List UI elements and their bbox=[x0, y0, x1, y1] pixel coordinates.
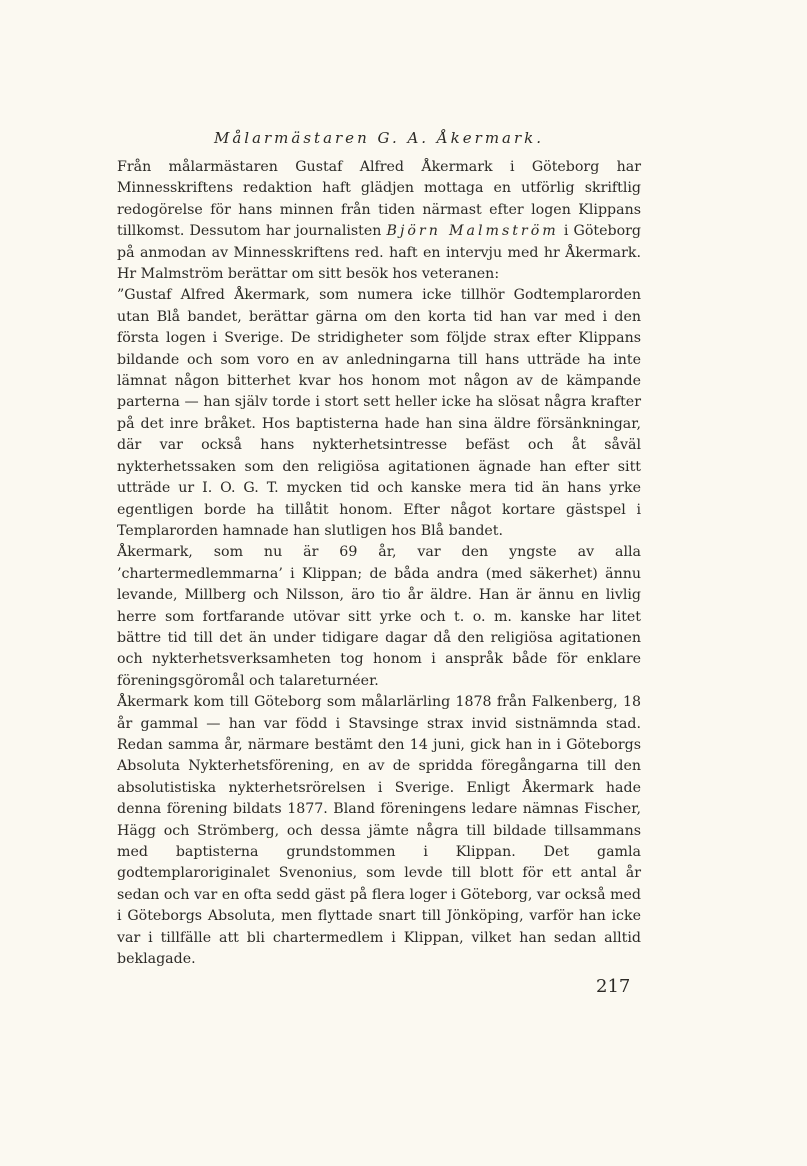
paragraph-1-part-1: Från målarmästaren Gustaf Alfred Åkermark i Göteborg har Minnesskriftens redaktion haft glädjen mottaga en utförlig skriftlig redogörelse för hans minnen från tiden närmast efter logen Klippans tillkomst. Dessutom har journalisten bbox=[117, 159, 641, 240]
article-body bbox=[117, 128, 641, 970]
paragraph-3: Åkermark, som nu är 69 år, var den yngste av alla ’chartermedlemmarna’ i Klippan; de båda andra (med säkerhet) ännu levande, Millberg och Nilsson, äro tio år äldre. Han är ännu en livlig herre som fortfarande utövar sitt yrke och t. o. m. kanske har litet bättre tid till det än under tidigare dagar då den religiösa agitationen och nykterhetsverksamheten tog honom i anspråk både för enklare föreningsgöromål och talareturnéer. bbox=[117, 544, 641, 689]
journalist-name: Björn Malmström bbox=[386, 223, 559, 240]
paragraph-1 bbox=[117, 157, 641, 285]
page-number: 217 bbox=[596, 976, 631, 997]
paragraph-4: Åkermark kom till Göteborg som målarlärling 1878 från Falkenberg, 18 år gammal — han var född i Stavsinge strax invid sistnämnda stad. Redan samma år, närmare bestämt den 14 juni, gick han in i Göteborgs Absoluta Nykterhetsförening, en av de spridda föregångarna till den absolutistiska nykterhetsrörelsen i Sverige. Enligt Åkermark hade denna förening bildats 1877. Bland föreningens ledare nämnas Fischer, Hägg och Strömberg, och dessa jämte några till bildade tillsammans med baptisterna grundstommen i Klippan. Det gamla godtemplaroriginalet Svenonius, som levde till blott för ett antal år sedan och var en ofta sedd gäst på flera loger i Göteborg, var också med i Göteborgs Absoluta, men flyttade snart till Jönköping, varför han icke var i tillfälle att bli chartermedlem i Klippan, vilket han sedan alltid beklagade. bbox=[117, 694, 641, 968]
heading-text: Målarmästaren G. A. Åkermark. bbox=[213, 129, 545, 147]
paragraph-2: ”Gustaf Alfred Åkermark, som numera icke tillhör Godtemplarorden utan Blå bandet, berättar gärna om den korta tid han var med i den första logen i Sverige. De stridigheter som följde strax efter Klippans bildande och som voro en av anledningarna till hans utträde ha inte lämnat någon bitterhet kvar hos honom mot någon av de kämpande parterna — han själv torde i stort sett heller icke ha slösat några krafter på det inre bråket. Hos baptisterna hade han sina äldre försänkningar, där var också hans nykterhetsintresse befäst och åt såväl nykterhetssaken som den religiösa agitationen ägnade han efter sitt utträde ur I. O. G. T. mycken tid och kanske mera tid än hans yrke egentligen borde ha tillåtit honom. Efter något kortare gästspel i Templarorden hamnade han slutligen hos Blå bandet. bbox=[117, 287, 641, 539]
article-heading bbox=[117, 128, 641, 149]
paragraph-1-part-3: i Göteborg på anmodan av Minnesskriftens red. haft en intervju med hr Åkermark. Hr Malmström berättar om sitt besök hos veteranen: bbox=[117, 223, 641, 283]
